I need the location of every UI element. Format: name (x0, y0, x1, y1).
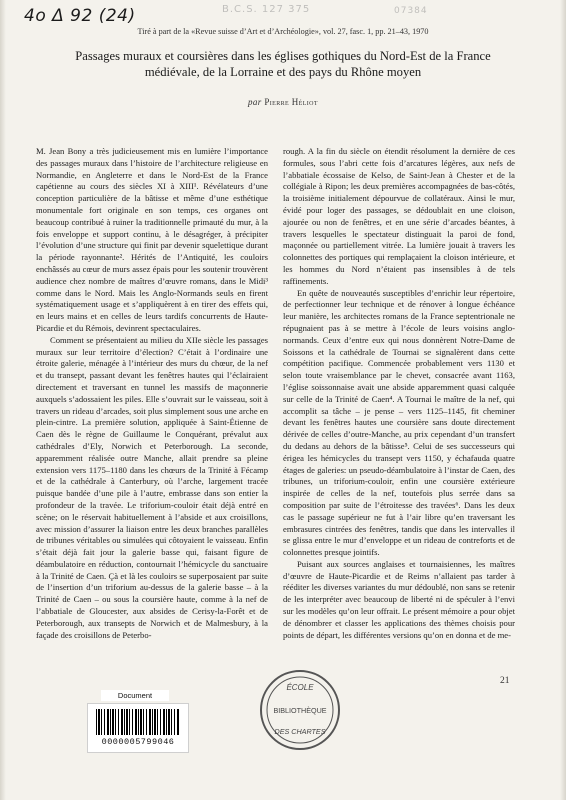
paragraph: Puisant aux sources anglaises et tournaisiennes, les maîtres d’œuvre de Haute-Picardie et de Reims n’allaient pas tarder à rééditer les diverses variantes du mur dédoublé, non sans se retenir de les interpréter avec beaucoup de liberté ni de spéculer à l’envi sur les modèles qu’on leur offrait. Le présent mémoire a pour objet de dénombrer et classer les applications des thèmes choisis pour points de départ, les différentes versions qu’on en donna et de me- (283, 558, 515, 640)
paragraph: rough. A la fin du siècle on étendit résolument la dernière de ces formules, sous l’abri cette fois d’arcatures légères, aux nefs de l’abbatiale écossaise de Kelso, de Saint-Jean à Chester et de la collégiale à Ripon; les deux premières accompagnées de bas-côtés, la troisième initialement dépourvue de collatéraux. Ainsi le mur, évidé pour loger des passages, se dédoublait en une cloison, ajourée ou non de fenêtres, et en une série d’arcades béantes, à travers lesquelles le spectateur distinguait la paroi de fond, maçonnée ou partiellement vitrée. La lumière jouait à travers les colonnettes des portiques qui remplaçaient la cloison intérieure, et les hommes du Nord n’étaient pas insensibles à de tels raffinements. (283, 146, 515, 286)
scan-edge-left (0, 0, 6, 800)
faint-inventory-stamp: 07384 (394, 6, 428, 16)
paragraph: M. Jean Bony a très judicieusement mis en lumière l’importance des passages muraux dans l’histoire de l’architecture religieuse en Normandie, en Angleterre et dans le Nord-Est de la France capétienne au cours des siècles XI à XIII¹. Révélateurs d’une conception particulière de la bâtisse et même d’une esthétique monumentale fort originale en son temps, ces organes ont beaucoup contribué à ruiner la traditionnelle primauté du mur, à la fois enveloppe et support continu, à le désagréger, à précipiter l’évolution d’une structure qui finit par devenir squelettique durant la période rayonnante². Hérités de l’Antiquité, les couloirs enchâssés au cœur de murs assez épais pour les soutenir trouvèrent audience chez nombre de maîtres d’œuvre romans, dans le Midi³ comme dans le Nord. Mais les Anglo-Normands seuls en firent systématiquement usage et s’appliquèrent à en tirer des effets qui, en leurs mains et en celles de leurs tardifs concurrents de Haute-Picardie et du Rémois, devinrent spectaculaires. (36, 146, 268, 333)
barcode-sticker (87, 703, 189, 753)
author-prefix: par (248, 97, 262, 107)
seal-text-middle: BIBLIOTHÈQUE (273, 706, 327, 715)
scan-edge-right (560, 0, 566, 800)
barcode-icon (96, 709, 180, 735)
paragraph: Comment se présentaient au milieu du XIIe siècle les passages muraux sur leur territoire d’élection? C’était à l’ordinaire une étroite galerie, ménagée à l’intérieur des murs du chœur, de la nef et du transept, passant devant les fenêtres hautes qui l’éclairaient directement et traversant en tunnel les massifs de maçonnerie auxquels s’adossaient les piles. Elle s’ouvrait sur le vaisseau, soit à travers un rideau d’arcades, soit plus simplement sous une arche en plein-cintre. La première solution, appliquée à Saint-Étienne de Caen dès le règne de Guillaume le Conquérant, prévalut aux cathédrales d’Ely, Norwich et Peterborough. La seconde, apparemment réalisée outre Manche, allait prendre sa pleine extension vers 1175–1180 dans les chœurs de la Trinité à Fécamp et de la cathédrale à Canterbury, où l’arche, largement tracée puisque bandée d’une pile à l’autre, embrasse dans son entier la profondeur de la travée. Le triforium-couloir était déjà entré en scène; on le réservait habituellement à l’abside et aux croisillons, avec mission d’assurer la liaison entre les deux branches parallèles de tribunes véritables ou simulées qui côtoyaient le vaisseau. Enfin s’était déjà fait jour la galerie basse qui, faisant figure de déambulatoire en réduction, contournait l’hémicycle du sanctuaire à la Trinité de Caen. Çà et là les couloirs se superposaient par suite de l’insertion d’un triforium au-dessus de la galerie basse – à la Trinité de Caen – ou sous la coursière haute, comme à la nef de l’abbatiale de Gloucester, aux absides de Cerisy-la-Forêt et de Peterborough, aux transepts de Norwich et de Malmesbury, à la façade des croisillons de Peterbo- (36, 334, 268, 640)
library-seal-stamp (258, 668, 342, 752)
author-line (0, 97, 566, 107)
reprint-note: Tiré à part de la «Revue suisse d’Art et d’Archéologie», vol. 27, fasc. 1, pp. 21–43, 1970 (137, 27, 429, 36)
barcode-number: 0000005799046 (101, 737, 175, 747)
page-number: 21 (500, 676, 510, 686)
article-title-line2: médiévale, de la Lorraine et des pays du Rhône moyen (144, 64, 422, 79)
body-column-right (283, 146, 515, 641)
body-column-left (36, 146, 268, 641)
seal-text-bottom: DES CHARTES (274, 727, 326, 736)
paragraph: En quête de nouveautés susceptibles d’enrichir leur répertoire, de perfectionner leur technique et de rénover à longue échéance leur manière, les architectes romans de la France septentrionale ne répugnaient pas à se mettre à l’école de leurs voisins anglo-normands. Ceux d’entre eux qui nous donnèrent Notre-Dame de Soissons et la cathédrale de Tournai se signalèrent dans cette compétition pacifique. Commencée probablement vers 1130 et selon toute vraisemblance par le chevet, consacrée avant 1163, l’église soissonnaise avait une abside apparemment quasi calquée sur celle de la Trinité de Caen⁴. A Tournai le maître de la nef, qui accomplit sa tâche – je pense – vers 1125–1145, fit cheminer devant les fenêtres hautes une coursière sans doute directement dérivée de celles d’outre-Manche, au prix cependant d’un transfert du dedans au dehors de la bâtisse⁵. Celui de ses successeurs qui érigea les hémicycles du transept vers 1150, y échafauda quatre étages de galeries: un pseudo-déambulatoire à l’instar de Caen, des tribunes, un triforium-couloir, enfin une coursière extérieure inspirée de celles de la nef, toutefois plus serrée dans sa composition par suite de l’étroitesse des travées⁶. Dans les deux cas le passage supérieur ne fut à l’air libre qu’en traversant les embrasures cintrées des fenêtres, tandis que dans les intervalles il se glissa entre le mur d’enveloppe et un rideau de contreforts et de colonnettes presque jointifs. (283, 287, 515, 558)
handwritten-shelfmark: 4o Δ 92 (24) (24, 6, 136, 26)
article-title (40, 49, 526, 80)
document-label: Document (101, 690, 169, 701)
faint-library-stamp: B.C.S. 127 375 (222, 4, 311, 15)
seal-text-top: ÉCOLE (286, 683, 314, 692)
author-name: Pierre Héliot (264, 97, 318, 107)
article-title-line1: Passages muraux et coursières dans les églises gothiques du Nord-Est de la France (75, 49, 491, 63)
